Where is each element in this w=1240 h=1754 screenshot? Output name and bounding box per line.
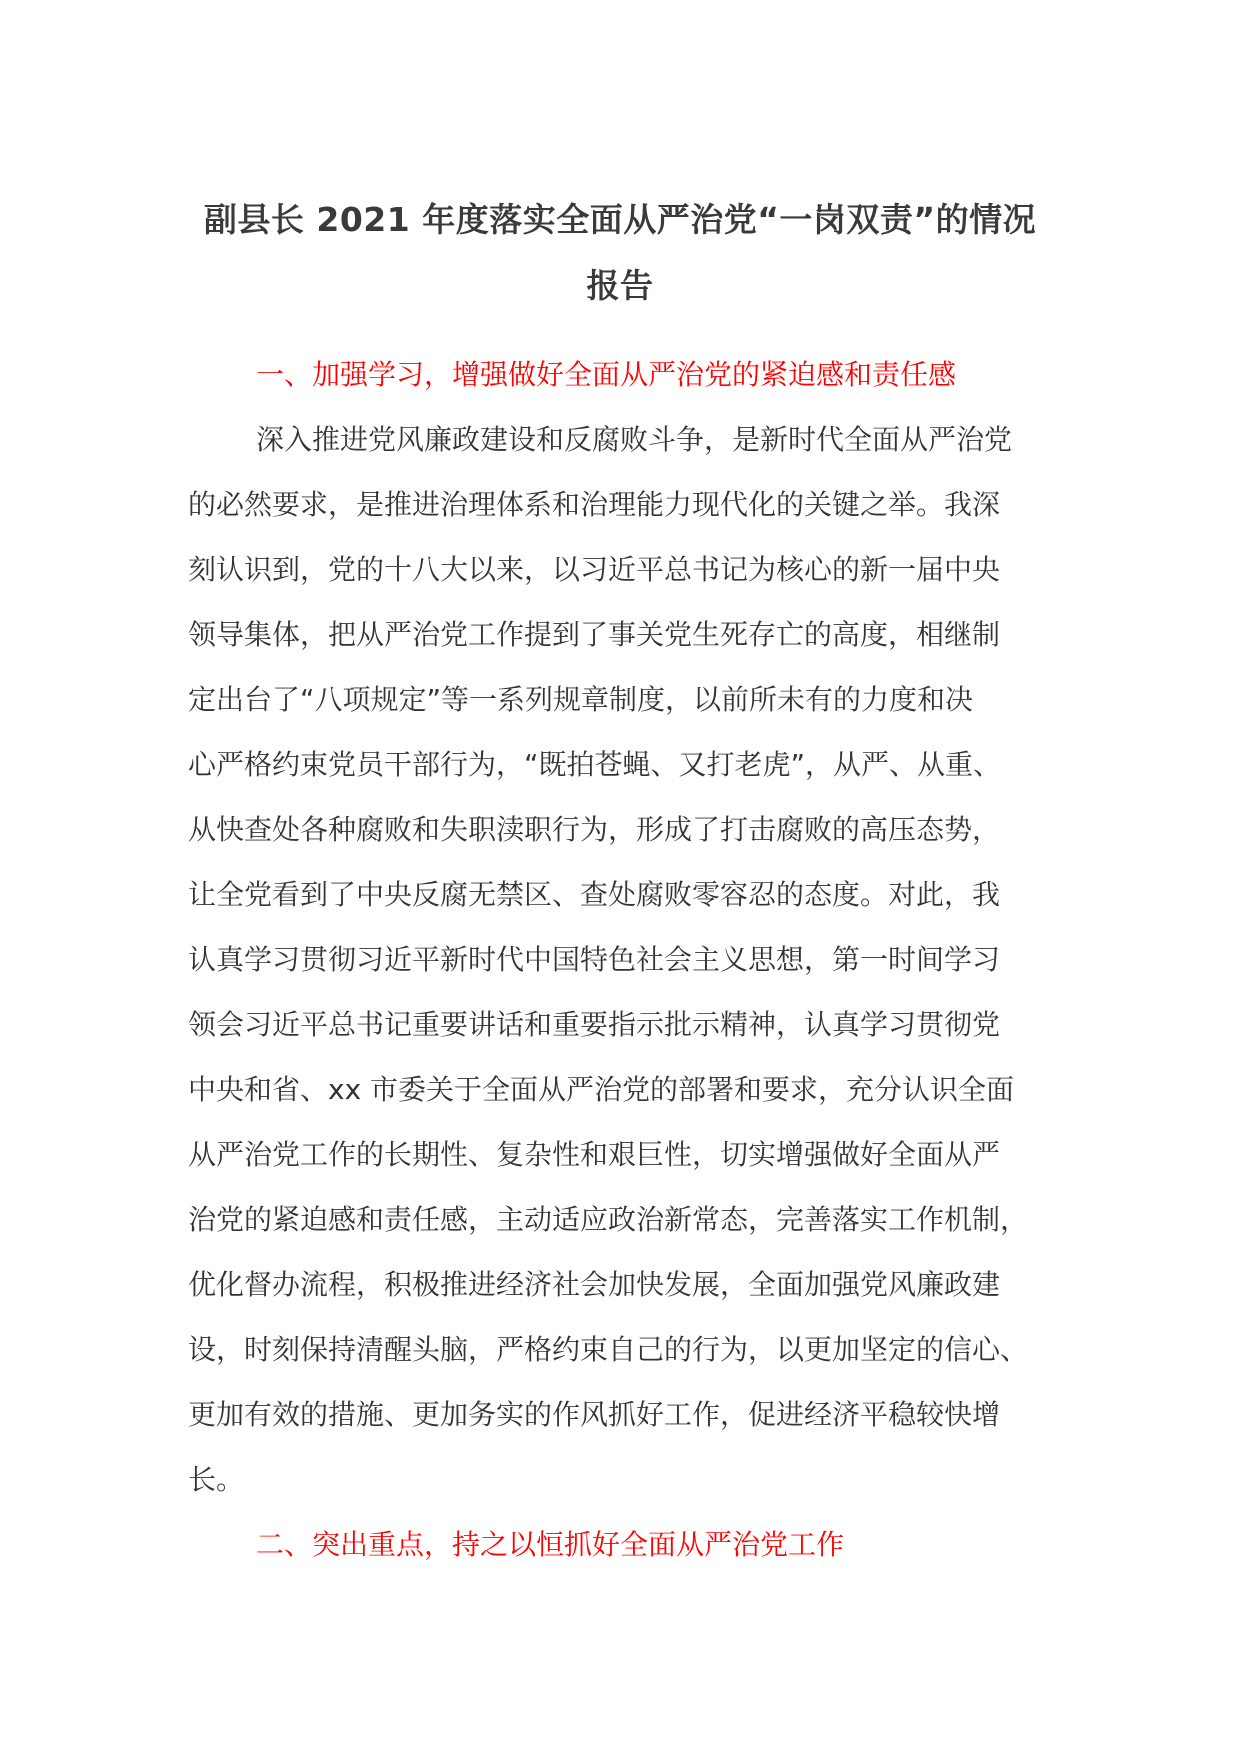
paragraph-line: 刻认识到，党的十八大以来，以习近平总书记为核心的新一届中央 — [188, 553, 1001, 586]
paragraph-line: 定出台了“八项规定”等一系列规章制度，以前所未有的力度和决 — [188, 683, 974, 716]
paragraph-line: 领会习近平总书记重要讲话和重要指示批示精神，认真学习贯彻党 — [188, 1008, 1001, 1041]
section1-heading: 一、加强学习，增强做好全面从严治党的紧迫感和责任感 — [256, 358, 957, 391]
document-title-line2: 报告 — [586, 266, 654, 305]
paragraph-line: 心严格约束党员干部行为，“既拍苍蝇、又打老虎”，从严、从重、 — [188, 748, 1002, 781]
paragraph-line: 认真学习贯彻习近平新时代中国特色社会主义思想，第一时间学习 — [188, 943, 1001, 976]
paragraph-line: 从快查处各种腐败和失职渎职行为，形成了打击腐败的高压态势， — [188, 813, 1001, 846]
paragraph-line: 领导集体，把从严治党工作提到了事关党生死存亡的高度，相继制 — [188, 618, 1001, 651]
paragraph-line: 治党的紧迫感和责任感，主动适应政治新常态，完善落实工作机制， — [188, 1203, 1029, 1236]
paragraph-line: 中央和省、xx 市委关于全面从严治党的部署和要求，充分认识全面 — [188, 1073, 1015, 1106]
paragraph-line: 从严治党工作的长期性、复杂性和艰巨性，切实增强做好全面从严 — [188, 1138, 1001, 1171]
paragraph-line: 让全党看到了中央反腐无禁区、查处腐败零容忍的态度。对此，我 — [188, 878, 1001, 911]
paragraph-line: 更加有效的措施、更加务实的作风抓好工作，促进经济平稳较快增 — [188, 1398, 1001, 1431]
paragraph-line: 深入推进党风廉政建设和反腐败斗争，是新时代全面从严治党 — [256, 423, 1013, 456]
document-title-line1: 副县长 2021 年度落实全面从严治党“一岗双责”的情况 — [203, 200, 1037, 239]
paragraph-line: 设，时刻保持清醒头脑，严格约束自己的行为，以更加坚定的信心、 — [188, 1333, 1029, 1366]
paragraph-line: 长。 — [188, 1463, 245, 1496]
paragraph-line: 优化督办流程，积极推进经济社会加快发展，全面加强党风廉政建 — [188, 1268, 1001, 1301]
paragraph-line: 的必然要求，是推进治理体系和治理能力现代化的关键之举。我深 — [188, 488, 1001, 521]
section2-heading: 二、突出重点，持之以恒抓好全面从严治党工作 — [256, 1528, 845, 1561]
